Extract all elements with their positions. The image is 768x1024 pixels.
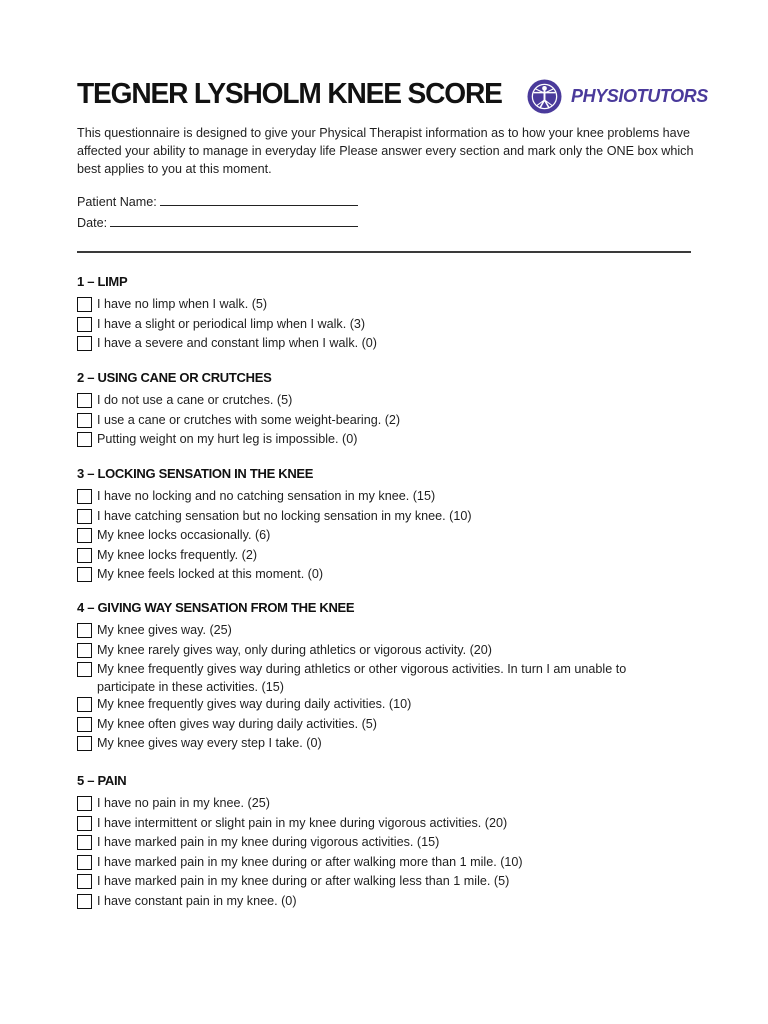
checkbox[interactable] — [77, 567, 92, 582]
list-item[interactable]: I have a slight or periodical limp when I walk. (3) — [77, 316, 717, 336]
list-item[interactable]: My knee frequently gives way during daily activities. (10) — [77, 696, 717, 716]
list-item[interactable]: I have marked pain in my knee during or after walking more than 1 mile. (10) — [77, 854, 717, 874]
date-label: Date: — [77, 216, 108, 230]
list-item[interactable]: I have no limp when I walk. (5) — [77, 296, 717, 316]
checkbox[interactable] — [77, 413, 92, 428]
section-locking — [77, 465, 717, 586]
checkbox[interactable] — [77, 662, 92, 677]
checkbox[interactable] — [77, 528, 92, 543]
list-item[interactable]: I have marked pain in my knee during or after walking less than 1 mile. (5) — [77, 873, 717, 893]
checkbox[interactable] — [77, 816, 92, 831]
list-item[interactable]: My knee feels locked at this moment. (0) — [77, 566, 717, 586]
section-giving-way — [77, 599, 717, 755]
list-item[interactable]: I have a severe and constant limp when I walk. (0) — [77, 335, 717, 355]
checkbox[interactable] — [77, 697, 92, 712]
section-cane-crutches — [77, 369, 717, 451]
checkbox[interactable] — [77, 835, 92, 850]
vitruvian-man-icon — [527, 79, 562, 114]
checkbox[interactable] — [77, 894, 92, 909]
list-item[interactable]: Putting weight on my hurt leg is impossible. (0) — [77, 431, 717, 451]
patient-name-line[interactable] — [160, 192, 358, 206]
checkbox[interactable] — [77, 717, 92, 732]
list-item[interactable]: My knee rarely gives way, only during athletics or vigorous activity. (20) — [77, 642, 717, 662]
section-title: 1 – LIMP — [77, 274, 128, 289]
checkbox[interactable] — [77, 736, 92, 751]
list-item[interactable]: I have intermittent or slight pain in my knee during vigorous activities. (20) — [77, 815, 717, 835]
intro-text: This questionnaire is designed to give your Physical Therapist information as to how your knee problems have affected your ability to manage in everyday life Please answer every section and mark only the ONE box which best applies to you at this moment. — [77, 126, 694, 176]
section-title: 2 – USING CANE OR CRUTCHES — [77, 370, 272, 385]
section-title: 5 – PAIN — [77, 773, 127, 788]
list-item[interactable]: My knee gives way every step I take. (0) — [77, 735, 717, 755]
checkbox[interactable] — [77, 489, 92, 504]
list-item[interactable]: I use a cane or crutches with some weight-bearing. (2) — [77, 412, 717, 432]
list-item[interactable]: My knee often gives way during daily activities. (5) — [77, 716, 717, 736]
checkbox[interactable] — [77, 317, 92, 332]
patient-name-label: Patient Name: — [77, 195, 157, 209]
checkbox[interactable] — [77, 548, 92, 563]
section-limp — [77, 273, 717, 355]
list-item[interactable]: I have catching sensation but no locking sensation in my knee. (10) — [77, 508, 717, 528]
date-field[interactable] — [77, 213, 358, 230]
section-title: 3 – LOCKING SENSATION IN THE KNEE — [77, 466, 314, 481]
list-item[interactable]: I do not use a cane or crutches. (5) — [77, 392, 717, 412]
section-title: 4 – GIVING WAY SENSATION FROM THE KNEE — [77, 600, 355, 615]
checkbox[interactable] — [77, 509, 92, 524]
checkbox[interactable] — [77, 393, 92, 408]
list-item[interactable]: My knee locks occasionally. (6) — [77, 527, 717, 547]
list-item[interactable]: I have no pain in my knee. (25) — [77, 795, 717, 815]
checkbox[interactable] — [77, 796, 92, 811]
list-item[interactable]: I have marked pain in my knee during vigorous activities. (15) — [77, 834, 717, 854]
date-line[interactable] — [110, 213, 358, 227]
checkbox[interactable] — [77, 336, 92, 351]
section-pain — [77, 772, 717, 912]
checkbox[interactable] — [77, 855, 92, 870]
brand — [527, 78, 708, 114]
list-item[interactable]: I have no locking and no catching sensation in my knee. (15) — [77, 488, 717, 508]
checkbox[interactable] — [77, 623, 92, 638]
list-item[interactable]: My knee gives way. (25) — [77, 622, 717, 642]
page-title: TEGNER LYSHOLM KNEE SCORE — [77, 78, 502, 110]
divider — [77, 251, 691, 253]
checkbox[interactable] — [77, 874, 92, 889]
list-item[interactable]: My knee locks frequently. (2) — [77, 547, 717, 567]
brand-name: PHYSIOTUTORS — [571, 85, 708, 106]
patient-name-field[interactable] — [77, 192, 358, 209]
checkbox[interactable] — [77, 643, 92, 658]
list-item[interactable]: My knee frequently gives way during athletics or other vigorous activities. In turn I am unable to participate in these activities. (15) — [77, 661, 717, 696]
checkbox[interactable] — [77, 297, 92, 312]
list-item[interactable]: I have constant pain in my knee. (0) — [77, 893, 717, 913]
checkbox[interactable] — [77, 432, 92, 447]
